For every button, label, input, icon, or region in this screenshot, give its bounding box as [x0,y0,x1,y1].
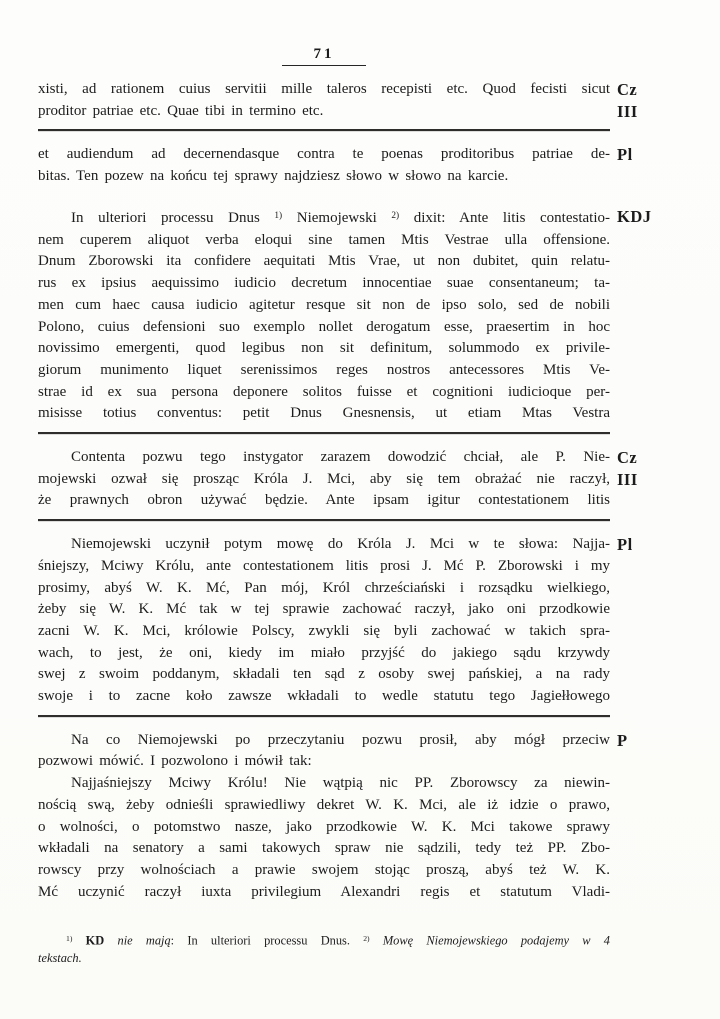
text-block [38,79,720,122]
margin-label: III [617,101,638,121]
text-segment [72,934,85,948]
text-segment: wach, to jest, że oni, kiedy im miało przyjść do jakiego sądu krzywdy [38,644,610,661]
text-line [38,382,610,404]
text-line [38,686,610,708]
text-line [38,950,610,968]
text-segment: dixit: Ante litis contestatio- [399,209,610,226]
text-segment [104,934,117,948]
text-segment: proditor patriae etc. Quae tibi in termino etc. [38,102,324,119]
text-line [38,273,610,295]
page-number-underline [282,65,366,66]
text-segment: Polono, cuius defensioni suo exemplo nollet derogatum esse, praesertim in hoc [38,318,610,335]
text-blocks [38,79,720,903]
text-line [38,317,610,339]
text-segment: xisti, ad rationem cuius servitii mille taleros recepisti etc. Quod fecisti sicut [38,81,610,97]
text-segment: KD [85,933,105,948]
margin-label: Pl [617,145,633,165]
text-line [38,599,610,621]
text-line [38,469,610,491]
text-segment: nem cuperem aliquot verba eloqui sine tamen Mtis Vestrae ulla offensione. [38,231,610,248]
text-line [38,664,610,686]
margin-label: Cz [617,448,638,468]
text-segment: nością swą, żeby odnieśli sprawiedliwy dekret W. K. Mci, ale iż idzie o prawo, [38,796,610,813]
margin-label: P [617,730,628,750]
text-line [38,882,610,904]
margin-annotation [610,447,707,512]
text-line [38,101,610,123]
text-line [38,817,610,839]
text-line [38,643,610,665]
text-segment: Najjaśniejszy Mciwy Królu! Nie wątpią nic PP. Zborowscy za niewin- [71,775,610,792]
margin-annotation [610,79,707,122]
text-block [38,447,720,512]
text-segment: giorum munimento liquet serenissimos reges nostros antecessores Mtis Ve- [38,361,610,378]
text-line [38,360,610,382]
block-text [38,79,610,122]
margin-annotation [610,730,707,904]
text-line [38,295,610,317]
footnote [38,930,610,967]
text-segment: misisse totius conventus: petit Dnus Gnesnensis, ut etiam Mtas Vestra [38,405,610,422]
text-line [38,251,610,273]
text-line [38,930,610,950]
text-segment: Niemojewski uczynił potym mowę do Króla J. Mci w te słowa: Najja- [71,536,610,553]
text-segment: pozwowi mówić. I pozwolono i mówił tak: [38,753,312,770]
text-line [38,490,610,512]
text-line [38,206,610,230]
text-line [38,447,610,469]
text-segment: Mowę Niemojewskiego podajemy w 4 [382,933,610,948]
margin-annotation [610,534,707,708]
text-line [38,403,610,425]
text-line [38,730,610,752]
text-segment: Mć uczynić raczył iuxta privilegium Alexandri regis et statutum Vladi- [38,883,610,900]
text-segment: mojewski ozwał się prosząc Króla J. Mci, aby się tem obrażać nie raczył, [38,470,610,487]
text-line [38,556,610,578]
margin-annotation [610,144,707,187]
text-segment: Dnum Zborowski ita confidere aequitati Mtis Vrae, ut non dubitet, quin relatu- [38,253,610,270]
section-divider-rule [38,432,610,434]
block-text [38,447,610,512]
text-line [38,230,610,252]
margin-label: Pl [617,535,633,555]
text-block [38,206,720,425]
text-segment: Contenta pozwu tego instygator zarazem dowodzić chciał, ale P. Nie- [71,449,610,466]
text-line [38,860,610,882]
text-line [38,144,610,166]
margin-annotation [610,206,707,425]
text-segment: wkładali na senatory a sami takowych spraw nie sądzili, tedy też PP. Zbo- [38,840,610,857]
block-text [38,206,610,425]
text-line [38,338,610,360]
text-segment: nie mają [117,933,171,948]
footnote-ref: 1) [66,934,73,944]
text-segment: : In ulteriori processu Dnus. [170,933,364,948]
margin-label: Cz [617,80,638,99]
text-line [38,751,610,773]
text-block [38,144,720,187]
text-line [38,534,610,556]
text-block [38,730,720,904]
text-segment: rowscy przy wolnościach a prawie swojem stojąc proszą, abyś też W. K. [38,861,610,878]
margin-label: III [617,469,638,489]
text-segment: prosimy, abyś W. K. Mć, Pan mój, Król chrześciański i rozsądku wielkiego, [38,579,610,596]
margin-label: KDJ [617,206,652,226]
text-line [38,578,610,600]
spacer [38,188,720,206]
text-segment: zacni W. K. Mci, królowie Polscy, zwykli się byli zachować w takich spra- [38,622,610,639]
block-text [38,144,610,187]
footnote-ref: 2) [391,210,400,221]
text-segment: men cum haec causa iudicio agitetur resque sit non de ipso solo, sed de nobili [38,296,610,313]
block-text [38,730,610,904]
text-segment: że prawnych obron używać będzie. Ante ipsam igitur contestationem litis [38,492,610,509]
text-line [38,773,610,795]
text-line [38,166,610,188]
text-segment: żeby się W. K. Mć tak w tej sprawie zachować raczył, jako oni przodkowie [38,601,610,618]
text-line [38,621,610,643]
text-segment: Na co Niemojewski po przeczytaniu pozwu prosił, aby mógł przeciw [71,731,610,748]
text-line [38,79,610,101]
text-segment: śniejszy, Mciwy Królu, ante contestationem litis prosi J. Mć P. Zborowski i my [38,557,610,574]
block-text [38,534,610,708]
text-segment: swoje i to zacne koło zawsze wkładali to wedle statutu tego Jagiełłowego [38,688,610,705]
text-segment: bitas. Ten pozew na końcu tej sprawy najdziesz słowo w słowo na karcie. [38,168,509,185]
text-segment: strae id ex sua persona deponere solitos fuisse et cognitioni iudicioque per- [38,383,610,400]
section-divider-rule [38,519,610,521]
page-header [38,0,610,66]
text-line [38,838,610,860]
text-segment: Niemojewski [282,209,392,226]
text-segment: et audiendum ad decernendasque contra te poenas proditoribus patriae de- [38,146,610,163]
text-segment: In ulteriori processu Dnus [71,209,275,226]
section-divider-rule [38,715,610,717]
text-line [38,795,610,817]
text-segment: swej z swoim poddanym, składali ten sąd z osoby swej pańskiej, a na rady [38,666,610,683]
page-number: 71 [313,46,335,62]
text-segment: novissimo emergenti, quod legibus non sit definitum, solummodo ex privile- [38,340,610,357]
footnote-ref: 2) [363,934,370,944]
text-segment: o wolności, o potomstwo nasze, jako przodkowie W. K. Mci takowe sprawy [38,818,610,835]
text-segment [370,934,383,948]
text-segment: rus ex ipsius aequissimo iudicio decretum innocentiae suae consentaneum; ta- [38,275,610,292]
text-block [38,534,720,708]
text-segment: tekstach. [38,951,82,966]
section-divider-rule [38,129,610,131]
footnote-ref: 1) [274,210,283,221]
